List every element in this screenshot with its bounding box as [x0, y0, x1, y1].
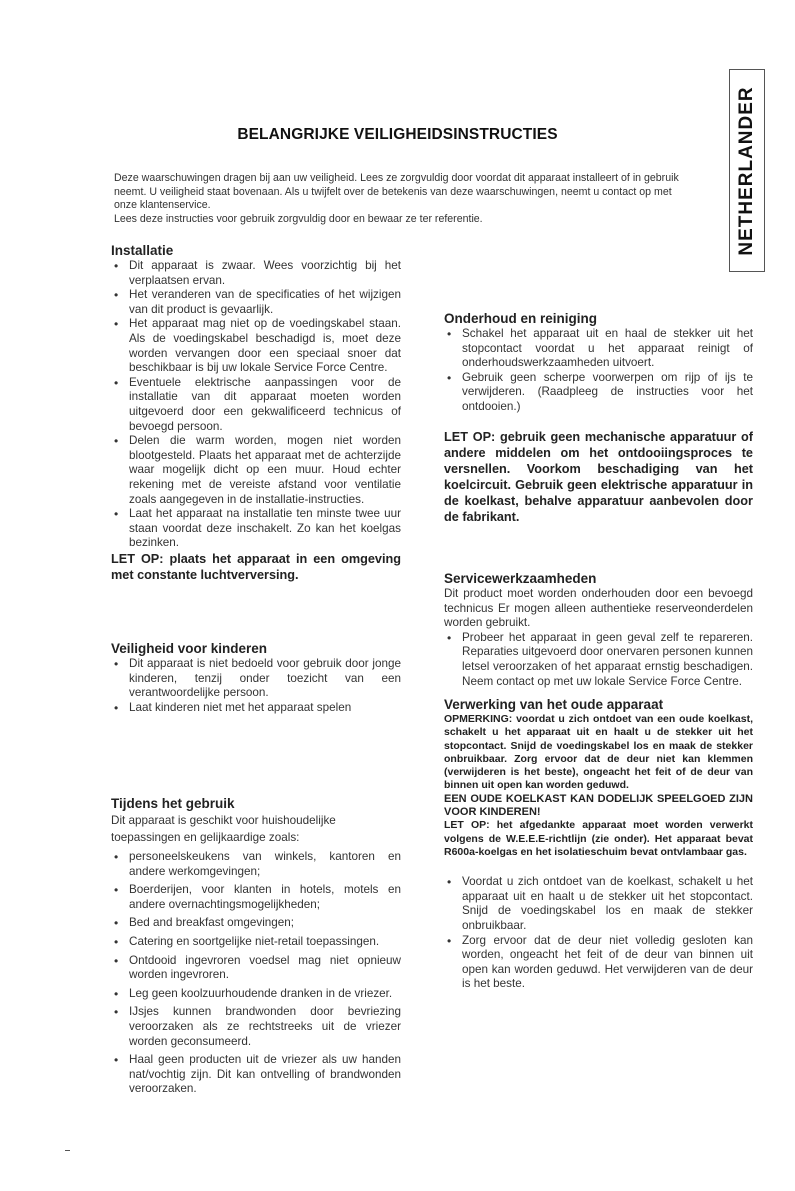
list-item: • Voordat u zich ontdoet van de koelkast, schakelt u het apparaat uit en haalt u de stekker uit het stopcontact. Snijd de voedingskabel los en maak de stekker onbruikbaar.: [444, 875, 753, 933]
list-item: • Eventuele elektrische aanpassingen voor de installatie van dit apparaat moeten worden uitgevoerd door een gekwalificeerd technicus of bevoegd persoon.: [111, 376, 401, 434]
list-item: • Dit apparaat is niet bedoeld voor gebruik door jonge kinderen, tenzij onder toezicht van een verantwoordelijke persoon.: [111, 657, 401, 701]
intro-paragraph: Lees deze instructies voor gebruik zorgvuldig door en bewaar ze ter referentie.: [114, 212, 483, 225]
list-item: • Het veranderen van de specificaties of het wijzigen van dit product is gevaarlijk.: [111, 288, 401, 317]
verwerking-list: [444, 875, 753, 992]
verwerking-note: OPMERKING: voordat u zich ontdoet van een oude koelkast, schakelt u het apparaat uit en haalt u de stekker uit het stopcontact. Snijd de voedingskabel los en maak de stekker onbruikbaar. Zorg ervoor dat de deur niet kan klemmen (verwijderen is het beste), ongeacht het feit of de deur van binnen uit open kan worden geduwd.: [444, 713, 753, 792]
service-list: [444, 631, 753, 689]
intro-text: [114, 172, 694, 226]
verwerking-warning: EEN OUDE KOELKAST KAN DODELIJK SPEELGOED ZIJN VOOR KINDEREN!: [444, 792, 753, 819]
onderhoud-note: LET OP: gebruik geen mechanische apparatuur of andere middelen om het ontdooiingsproces te versnellen. Voorkom beschadiging van het koelcircuit. Gebruik geen elektrische apparatuur in de koelkast, behalve apparatuur aanbevolen door de fabrikant.: [444, 429, 753, 524]
list-item: • Ontdooid ingevroren voedsel mag niet opnieuw worden ingevroren.: [111, 954, 401, 983]
list-item: • Laat kinderen niet met het apparaat spelen: [111, 701, 401, 716]
kinderen-list: [111, 657, 401, 715]
onderhoud-section: [444, 311, 753, 525]
gebruik-list: [111, 850, 401, 1097]
installatie-section: [111, 243, 401, 583]
verwerking-section: [444, 697, 753, 992]
list-item: • Het apparaat mag niet op de voedingskabel staan. Als de voedingskabel beschadigd is, moet deze worden vervangen door een speciaal snoer dat beschikbaar is bij uw lokale Service Force Centre.: [111, 317, 401, 375]
side-tab-label: NETHERLANDER: [736, 85, 757, 256]
kinderen-heading: Veiligheid voor kinderen: [111, 641, 268, 656]
verwerking-heading: Verwerking van het oude apparaat: [444, 697, 664, 712]
gebruik-section: [111, 796, 401, 1097]
intro-paragraph: Deze waarschuwingen dragen bij aan uw veiligheid. Lees ze zorgvuldig door voordat dit apparaat installeert of in gebruik neemt. U veiligheid staat bovenaan. Als u twijfelt over de betekenis van deze waarschuwingen, neemt u contact op met onze klantenservice.: [114, 172, 679, 212]
list-item: • personeelskeukens van winkels, kantoren en andere werkomgevingen;: [111, 850, 401, 879]
list-item: • Gebruik geen scherpe voorwerpen om rijp of ijs te verwijderen. (Raadpleeg de instructies voor het ontdooien.): [444, 371, 753, 415]
gebruik-intro: Dit apparaat is geschikt voor huishoudelijke toepassingen en gelijkaardige zoals:: [111, 814, 336, 844]
list-item: • Schakel het apparaat uit en haal de stekker uit het stopcontact voordat u het apparaat reinigt of onderhoudswerkzaamheden uitvoert.: [444, 327, 753, 371]
list-item: • Probeer het apparaat in geen geval zelf te repareren. Reparaties uitgevoerd door onervaren personen kunnen letsel veroorzaken of het apparaat ernstig beschadigen. Neem contact op met uw lokale Service Force Centre.: [444, 631, 753, 689]
list-item: • Boerderijen, voor klanten in hotels, motels en andere overnachtingsmogelijkheden;: [111, 883, 401, 912]
service-heading: Servicewerkzaamheden: [444, 571, 597, 586]
list-item: • Leg geen koolzuurhoudende dranken in de vriezer.: [111, 987, 401, 1002]
installatie-list: [111, 259, 401, 551]
onderhoud-list: [444, 327, 753, 415]
list-item: • Laat het apparaat na installatie ten minste twee uur staan voordat deze inschakelt. Zo kan het koelgas bezinken.: [111, 507, 401, 551]
gebruik-heading: Tijdens het gebruik: [111, 796, 235, 811]
kinderen-section: [111, 641, 401, 715]
page-mark: [65, 1150, 70, 1151]
onderhoud-heading: Onderhoud en reiniging: [444, 311, 597, 326]
list-item: • Zorg ervoor dat de deur niet volledig gesloten kan worden, ongeacht het feit of de deur van binnen uit open kan worden geduwd. Het verwijderen van de deur is het beste.: [444, 934, 753, 992]
list-item: • IJsjes kunnen brandwonden door bevriezing veroorzaken als ze rechtstreeks uit de vriezer worden geconsumeerd.: [111, 1005, 401, 1049]
list-item: • Delen die warm worden, mogen niet worden blootgesteld. Plaats het apparaat met de achterzijde waar mogelijk dicht op een muur. Houd echter rekening met de vereiste afstand voor ventilatie zoals aangegeven in de installatie-instructies.: [111, 434, 401, 507]
verwerking-note: LET OP: het afgedankte apparaat moet worden verwerkt volgens de W.E.E.E-richtlijn (zie onder). Het apparaat bevat R600a-koelgas en het isolatieschuim bevat ontvlambaar gas.: [444, 819, 753, 858]
language-side-tab: [729, 69, 765, 272]
page-title: BELANGRIJKE VEILIGHEIDSINSTRUCTIES: [237, 126, 558, 143]
service-intro: Dit product moet worden onderhouden door een bevoegd technicus Er mogen alleen authentieke reserveonderdelen worden gebruikt.: [444, 587, 753, 630]
service-section: [444, 571, 753, 689]
list-item: • Dit apparaat is zwaar. Wees voorzichtig bij het verplaatsen ervan.: [111, 259, 401, 288]
installatie-heading: Installatie: [111, 243, 174, 258]
list-item: • Haal geen producten uit de vriezer als uw handen nat/vochtig zijn. Dit kan ontvelling of brandwonden veroorzaken.: [111, 1053, 401, 1097]
list-item: • Catering en soortgelijke niet-retail toepassingen.: [111, 935, 401, 950]
list-item: • Bed and breakfast omgevingen;: [111, 916, 401, 931]
installatie-note: LET OP: plaats het apparaat in een omgeving met constante luchtverversing.: [111, 551, 401, 582]
